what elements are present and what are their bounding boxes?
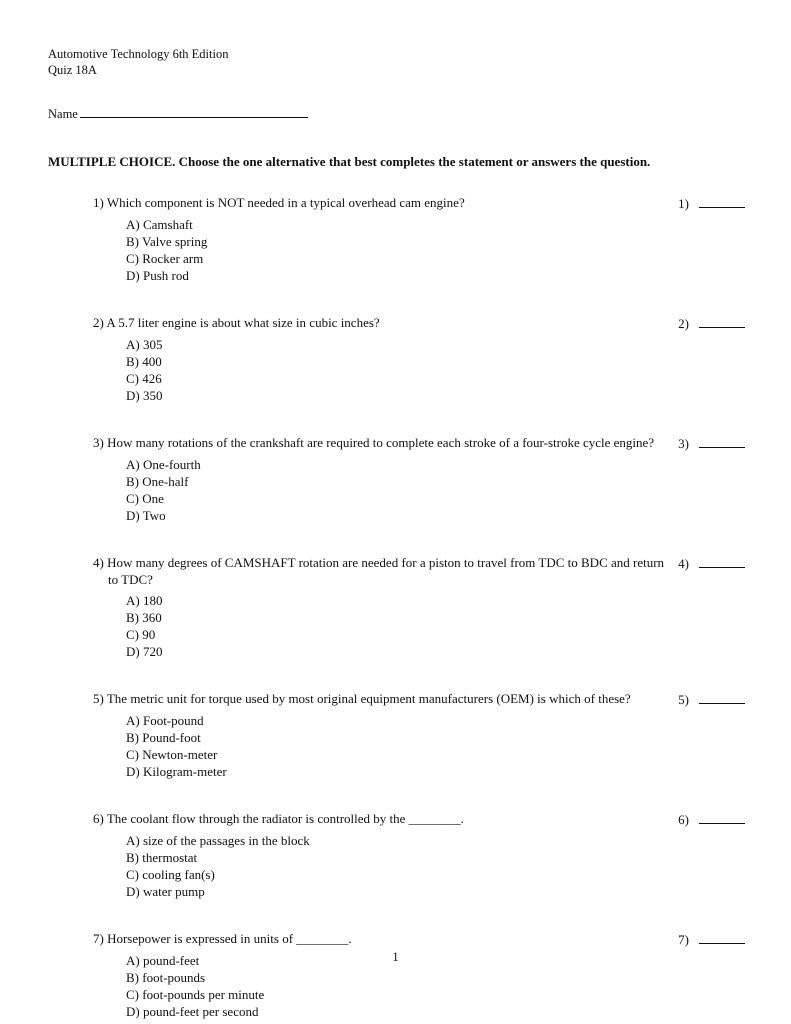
answer-number: 6) bbox=[678, 812, 689, 827]
question-main bbox=[93, 434, 674, 451]
question-block bbox=[93, 194, 745, 284]
choice: A) pound-feet bbox=[126, 953, 200, 968]
choice: C) Rocker arm bbox=[126, 251, 204, 266]
choice: B) Valve spring bbox=[126, 234, 208, 249]
choice: B) One-half bbox=[126, 474, 189, 489]
answer-cell bbox=[678, 690, 745, 708]
name-row bbox=[48, 104, 745, 123]
question-list bbox=[93, 194, 745, 1020]
choice-list bbox=[126, 216, 745, 284]
question-block bbox=[93, 810, 745, 900]
question-text: A 5.7 liter engine is about what size in cubic inches? bbox=[106, 315, 380, 330]
question-number: 4) bbox=[93, 555, 104, 570]
choice: B) Pound-foot bbox=[126, 730, 201, 745]
question-main bbox=[93, 194, 674, 211]
answer-cell bbox=[678, 194, 745, 212]
question-text: Which component is NOT needed in a typical overhead cam engine? bbox=[106, 195, 465, 210]
answer-number: 5) bbox=[678, 692, 689, 707]
answer-blank-line bbox=[699, 554, 745, 568]
choice: A) size of the passages in the block bbox=[126, 833, 310, 848]
question-main bbox=[93, 930, 674, 947]
question-text: How many degrees of CAMSHAFT rotation are needed for a piston to travel from TDC to BDC and return to TDC? bbox=[107, 555, 665, 587]
document-title: Automotive Technology 6th Edition bbox=[48, 47, 229, 61]
name-blank-line bbox=[80, 104, 308, 118]
choice: A) 305 bbox=[126, 337, 163, 352]
question-row bbox=[93, 690, 745, 708]
answer-cell bbox=[678, 434, 745, 452]
name-label: Name bbox=[48, 107, 78, 121]
choice-list bbox=[126, 456, 745, 524]
question-main bbox=[93, 810, 674, 827]
question-text: The coolant flow through the radiator is controlled by the ________. bbox=[106, 811, 464, 826]
choice: A) One-fourth bbox=[126, 457, 201, 472]
answer-blank-line bbox=[699, 314, 745, 328]
question-number: 7) bbox=[93, 931, 104, 946]
question-block bbox=[93, 690, 745, 780]
choice: C) One bbox=[126, 491, 164, 506]
answer-number: 3) bbox=[678, 436, 689, 451]
question-text: How many rotations of the crankshaft are required to complete each stroke of a four-stroke cycle engine? bbox=[107, 435, 655, 450]
answer-cell bbox=[678, 930, 745, 948]
answer-blank-line bbox=[699, 690, 745, 704]
choice: D) water pump bbox=[126, 884, 205, 899]
choice-list bbox=[126, 592, 745, 660]
answer-cell bbox=[678, 554, 745, 572]
question-number: 6) bbox=[93, 811, 104, 826]
choice: D) 720 bbox=[126, 644, 163, 659]
answer-number: 4) bbox=[678, 556, 689, 571]
question-row bbox=[93, 314, 745, 332]
choice: C) cooling fan(s) bbox=[126, 867, 215, 882]
answer-number: 2) bbox=[678, 316, 689, 331]
answer-blank-line bbox=[699, 194, 745, 208]
question-number: 3) bbox=[93, 435, 104, 450]
page-number: 1 bbox=[392, 950, 399, 964]
choice: D) Kilogram-meter bbox=[126, 764, 227, 779]
question-block bbox=[93, 434, 745, 524]
choice-list bbox=[126, 336, 745, 404]
choice: D) Push rod bbox=[126, 268, 189, 283]
question-number: 5) bbox=[93, 691, 104, 706]
choice: D) pound-feet per second bbox=[126, 1004, 259, 1019]
choice: B) 400 bbox=[126, 354, 162, 369]
question-main bbox=[93, 554, 674, 588]
question-main bbox=[93, 314, 674, 331]
choice: C) 90 bbox=[126, 627, 156, 642]
question-row bbox=[93, 434, 745, 452]
question-row bbox=[93, 554, 745, 588]
question-block bbox=[93, 930, 745, 1020]
answer-cell bbox=[678, 810, 745, 828]
choice: C) foot-pounds per minute bbox=[126, 987, 265, 1002]
answer-blank-line bbox=[699, 810, 745, 824]
choice: A) Camshaft bbox=[126, 217, 193, 232]
choice: B) thermostat bbox=[126, 850, 198, 865]
question-number: 2) bbox=[93, 315, 104, 330]
question-main bbox=[93, 690, 674, 707]
question-text: The metric unit for torque used by most original equipment manufacturers (OEM) is which of these? bbox=[106, 691, 631, 706]
instructions-text: MULTIPLE CHOICE. Choose the one alternative that best completes the statement or answers the question. bbox=[48, 154, 651, 169]
answer-number: 7) bbox=[678, 932, 689, 947]
question-row bbox=[93, 930, 745, 948]
question-row bbox=[93, 810, 745, 828]
choice-list bbox=[126, 832, 745, 900]
choice: A) Foot-pound bbox=[126, 713, 204, 728]
answer-cell bbox=[678, 314, 745, 332]
question-text: Horsepower is expressed in units of ________. bbox=[107, 931, 352, 946]
choice: B) 360 bbox=[126, 610, 162, 625]
answer-blank-line bbox=[699, 434, 745, 448]
choice: D) 350 bbox=[126, 388, 163, 403]
choice: D) Two bbox=[126, 508, 166, 523]
question-row bbox=[93, 194, 745, 212]
answer-blank-line bbox=[699, 930, 745, 944]
question-number: 1) bbox=[93, 195, 104, 210]
choice: B) foot-pounds bbox=[126, 970, 206, 985]
choice-list bbox=[126, 712, 745, 780]
question-block bbox=[93, 314, 745, 404]
question-block bbox=[93, 554, 745, 660]
choice: A) 180 bbox=[126, 593, 163, 608]
answer-number: 1) bbox=[678, 196, 689, 211]
quiz-title: Quiz 18A bbox=[48, 63, 97, 77]
choice: C) Newton-meter bbox=[126, 747, 218, 762]
choice: C) 426 bbox=[126, 371, 162, 386]
